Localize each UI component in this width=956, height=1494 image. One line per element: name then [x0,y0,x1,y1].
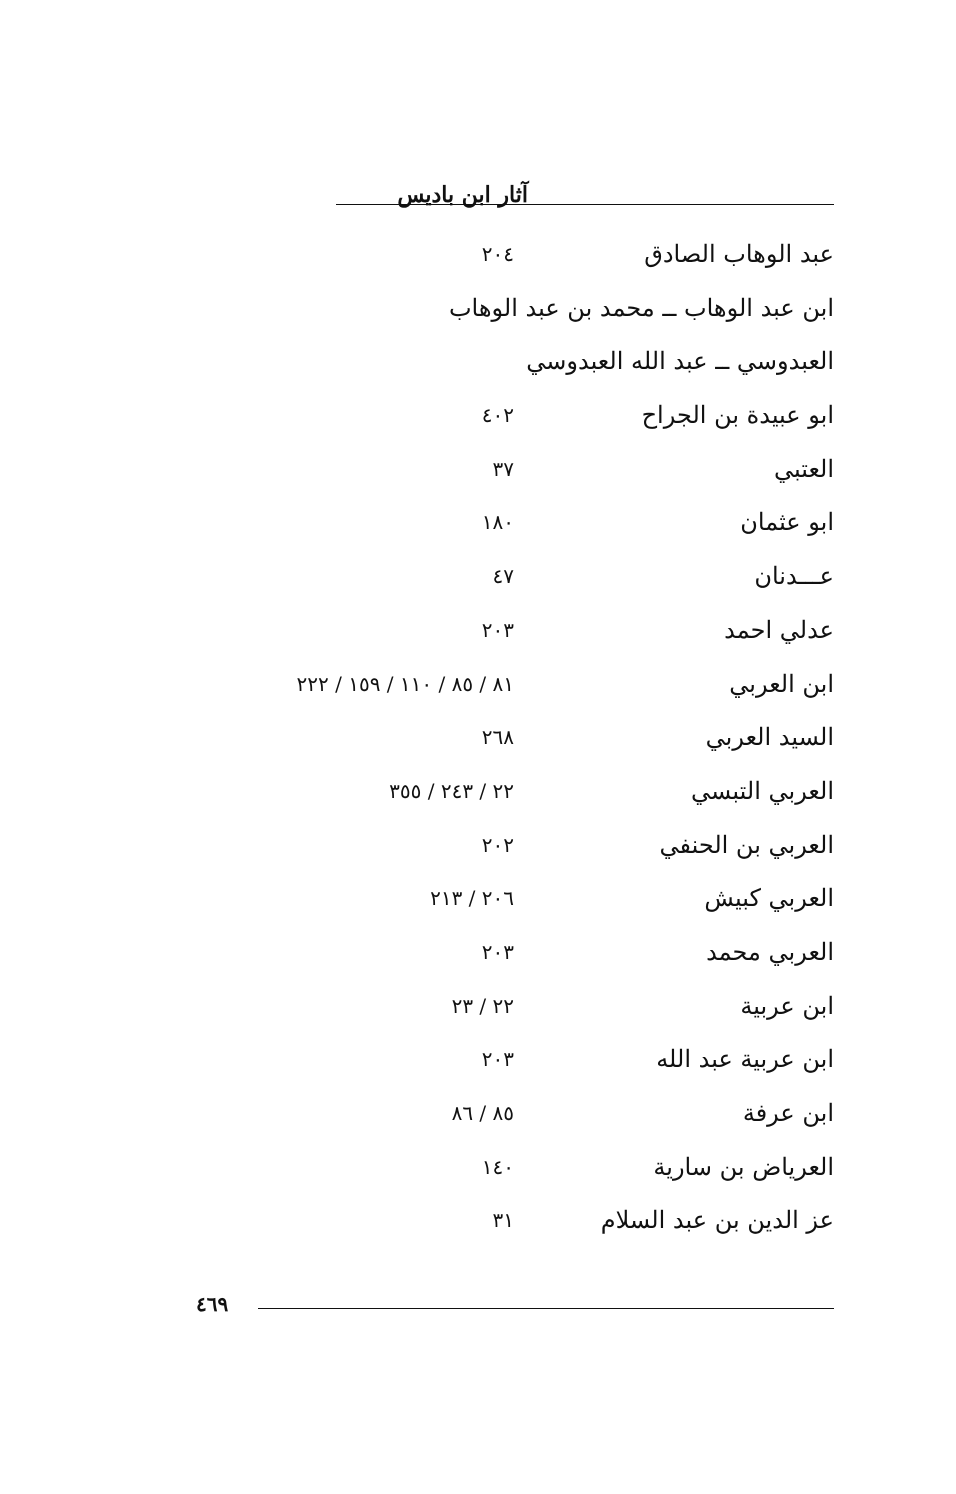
entry-pages: ١٨٠ [481,510,514,535]
entry-pages: ١٤٠ [481,1154,514,1179]
entry-name: ابن عربية عبد الله [656,1045,834,1074]
index-entry [196,447,834,501]
entry-name: عز الدين بن عبد السلام [600,1206,834,1235]
header-rule [336,204,834,205]
entry-pages: ٤٠٢ [481,403,514,428]
index-entry [196,715,834,769]
entry-name: العربي بن الحنفي [659,830,834,859]
index-entry [196,662,834,716]
index-entry [196,823,834,877]
entry-pages: ٢٠٣ [481,939,514,964]
page-number: ٤٦٩ [196,1292,229,1316]
entry-pages: ٢٠٣ [481,1047,514,1072]
header-title: آثار ابن باديس [397,182,528,208]
entry-name: ابن العربي [729,669,834,698]
index-entry [196,339,834,393]
entry-name: العتبي [773,454,834,483]
index-entry [196,769,834,823]
entry-name: ابن عرفة [742,1099,834,1127]
entry-name: ابن عربية [740,991,834,1020]
entry-name: العربي محمد [706,937,834,966]
entry-pages: ٢٢ / ٢٣ [451,993,514,1018]
index-entry [196,930,834,984]
entry-pages: ٢٠٤ [481,242,514,266]
entry-name: عبد الوهاب الصادق [644,240,834,268]
entry-pages: ٣٧ [492,456,514,481]
entry-name: ابن عبد الوهاب ــ محمد بن عبد الوهاب [448,293,834,322]
entry-name: عـــدنان [754,562,834,591]
index-entry [196,554,834,608]
entry-name: ابو عبيدة بن الجراح [641,401,834,430]
index-entry [196,232,834,286]
entry-name: العربي كبيش [704,884,834,913]
entry-name: عدلي احمد [724,615,834,644]
index-entry [196,1145,834,1199]
index-entry [196,1037,834,1091]
entry-name: ابو عثمان [740,508,834,537]
index-entry [196,286,834,340]
entry-name: السيد العربي [705,723,834,752]
running-header [196,182,834,212]
footer-rule [258,1308,834,1309]
entry-pages: ٢٠٣ [481,617,514,642]
entry-pages: ٨٥ / ٨٦ [451,1101,514,1125]
entry-pages: ٣١ [492,1208,514,1233]
index-entry [196,500,834,554]
entry-name: العبدوسي ــ عبد الله العبدوسي [526,347,834,376]
index-entries [196,232,834,1252]
index-entry [196,984,834,1038]
entry-name: العربي التبسي [691,776,834,805]
index-entry [196,1198,834,1252]
entry-pages: ٢٦٨ [481,725,514,750]
entry-pages: ٤٧ [492,564,514,589]
index-entry [196,393,834,447]
entry-pages: ٢٢ / ٢٤٣ / ٣٥٥ [389,778,514,803]
index-entry [196,608,834,662]
entry-pages: ٢٠٦ / ٢١٣ [430,886,514,911]
index-entry [196,1091,834,1145]
entry-pages: ٨١ / ٨٥ / ١١٠ / ١٥٩ / ٢٢٢ [296,671,514,696]
entry-name: العرياض بن سارية [653,1152,834,1181]
page-footer [196,1292,834,1322]
entry-pages: ٢٠٢ [481,832,514,857]
index-entry [196,876,834,930]
